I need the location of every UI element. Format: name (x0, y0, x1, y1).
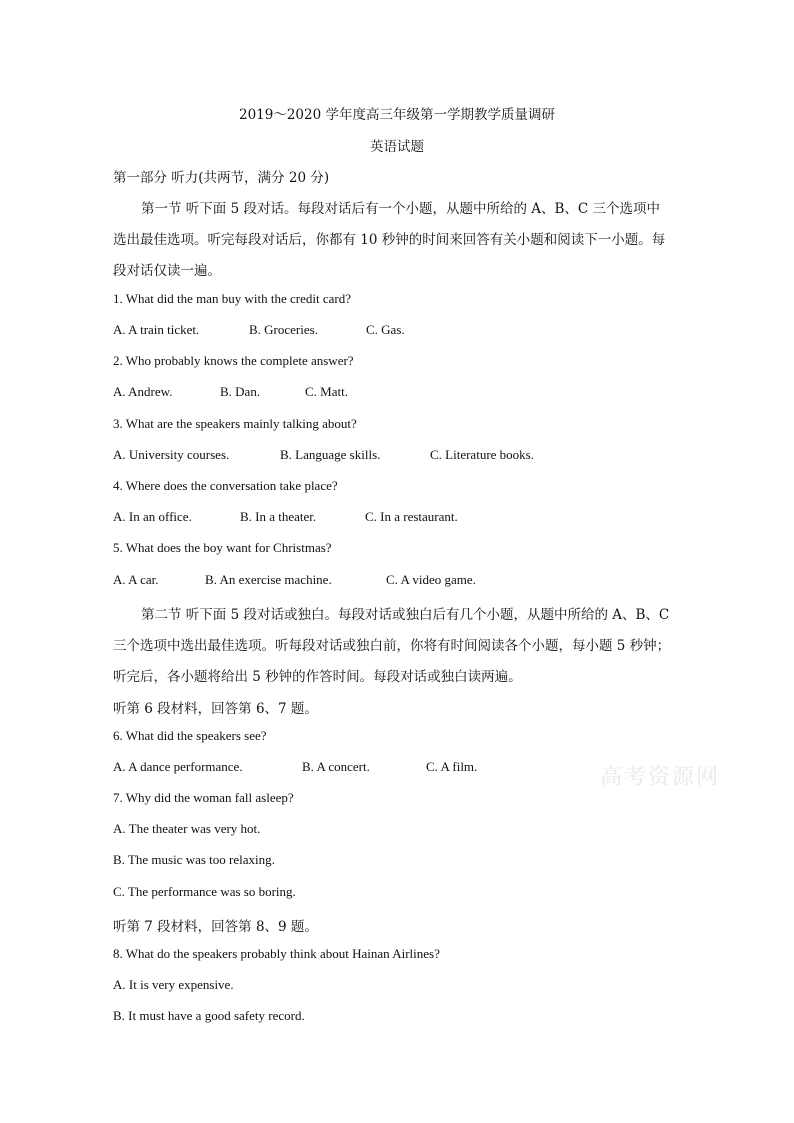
section2-line-3: 听完后，各小题将给出 5 秒钟的作答时间。每段对话或独白读两遍。 (113, 669, 522, 685)
q2-option-a: A. Andrew. (113, 384, 173, 399)
material6-label: 听第 6 段材料，回答第 6、7 题。 (113, 701, 318, 717)
question-2: 2. Who probably knows the complete answer? (113, 353, 354, 368)
section2-line-2: 三个选项中选出最佳选项。听每段对话或独白前，你将有时间阅读各个小题，每小题 5 秒钟； (113, 638, 671, 654)
q4-option-b: B. In a theater. (240, 509, 317, 524)
q6-option-a: A. A dance performance. (113, 759, 243, 774)
material7-label: 听第 7 段材料，回答第 8、9 题。 (113, 919, 318, 935)
q6-option-b: B. A concert. (302, 759, 370, 774)
section1-line-1: 第一节 听下面 5 段对话。每段对话后有一个小题，从题中所给的 A、B、C 三个选项中 (141, 201, 661, 217)
question-6: 6. What did the speakers see? (113, 728, 267, 743)
q8-option-b: B. It must have a good safety record. (113, 1008, 305, 1023)
section1-line-2: 选出最佳选项。听完每段对话后，你都有 10 秒钟的时间来回答有关小题和阅读下一小题。每 (113, 232, 666, 248)
exam-subject: 英语试题 (370, 139, 424, 155)
question-7: 7. Why did the woman fall asleep? (113, 790, 294, 805)
watermark: 高考资源网 (600, 765, 721, 790)
q2-option-c: C. Matt. (305, 384, 348, 399)
q2-option-b: B. Dan. (220, 384, 261, 399)
question-1: 1. What did the man buy with the credit card? (113, 291, 352, 306)
q4-option-a: A. In an office. (113, 509, 192, 524)
q7-option-a: A. The theater was very hot. (113, 821, 261, 836)
q3-option-a: A. University courses. (113, 447, 230, 462)
q7-option-b: B. The music was too relaxing. (113, 852, 275, 867)
q4-option-c: C. In a restaurant. (365, 509, 458, 524)
question-5: 5. What does the boy want for Christmas? (113, 540, 332, 555)
question-4: 4. Where does the conversation take place? (113, 478, 338, 493)
q5-option-a: A. A car. (113, 572, 159, 587)
q3-option-b: B. Language skills. (280, 447, 381, 462)
section1-line-3: 段对话仅读一遍。 (113, 263, 221, 279)
q3-option-c: C. Literature books. (430, 447, 534, 462)
exam-title: 2019～2020 学年度高三年级第一学期教学质量调研 (238, 107, 555, 123)
question-3: 3. What are the speakers mainly talking about? (113, 416, 357, 431)
q5-option-c: C. A video game. (386, 572, 476, 587)
q5-option-b: B. An exercise machine. (205, 572, 332, 587)
section2-line-1: 第二节 听下面 5 段对话或独白。每段对话或独白后有几个小题，从题中所给的 A、B、C (141, 607, 670, 623)
q8-option-a: A. It is very expensive. (113, 977, 234, 992)
part1-heading: 第一部分 听力(共两节，满分 20 分) (113, 170, 330, 186)
q1-option-c: C. Gas. (366, 322, 405, 337)
q1-option-a: A. A train ticket. (113, 322, 200, 337)
q6-option-c: C. A film. (426, 759, 478, 774)
q1-option-b: B. Groceries. (249, 322, 318, 337)
q7-option-c: C. The performance was so boring. (113, 884, 296, 899)
question-8: 8. What do the speakers probably think about Hainan Airlines? (113, 946, 440, 961)
